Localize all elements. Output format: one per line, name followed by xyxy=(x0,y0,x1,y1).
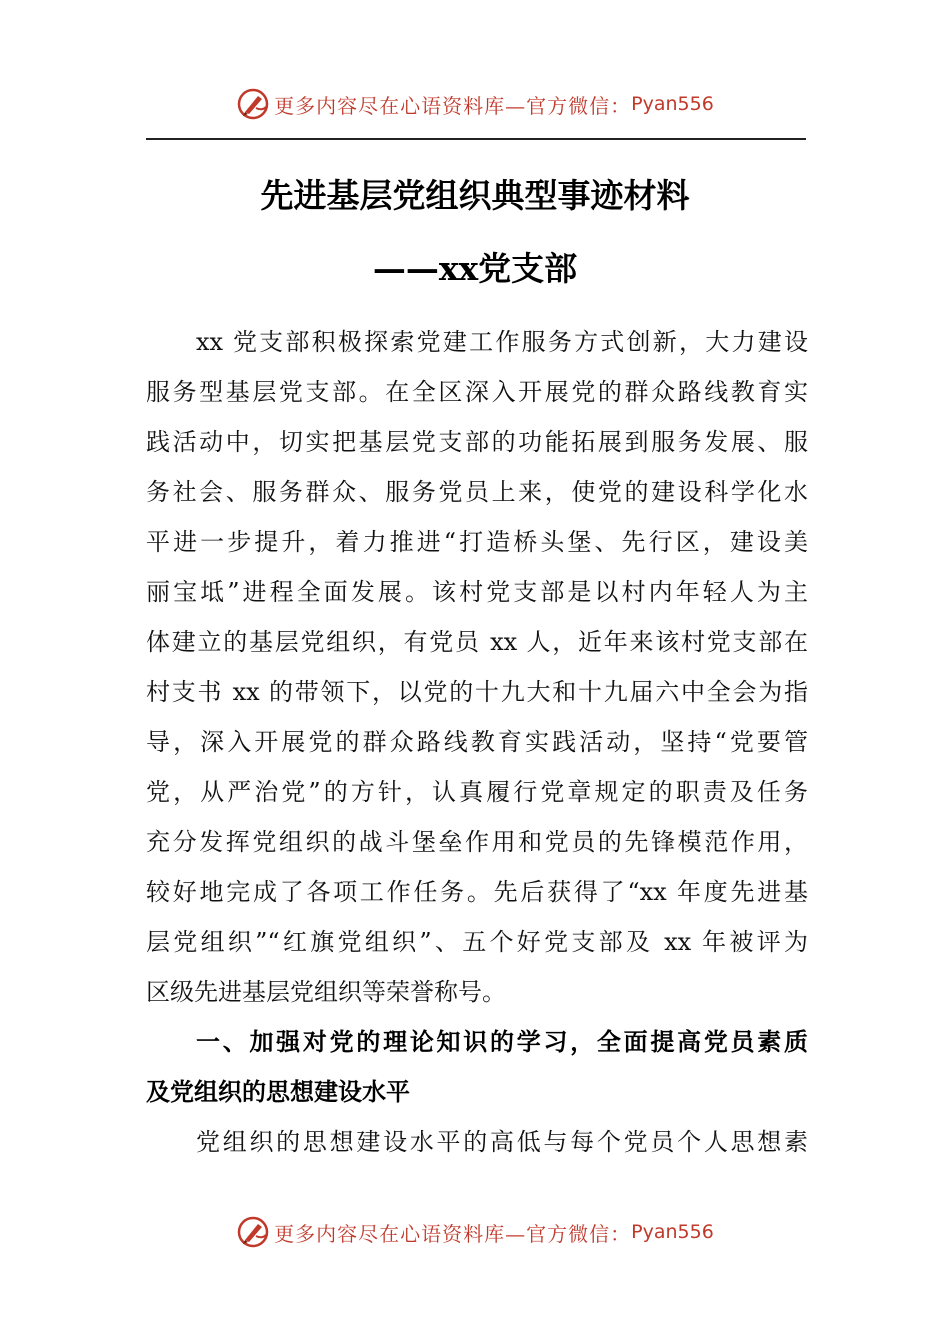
watermark-banner-top xyxy=(0,84,950,124)
body-line: 服务型基层党支部。在全区深入开展党的群众路线教育实 xyxy=(146,378,808,406)
body-line: 平进一步提升，着力推进“打造桥头堡、先行区，建设美 xyxy=(146,528,808,556)
pen-logo-icon xyxy=(236,1215,270,1249)
document-title: 先进基层党组织典型事迹材料 xyxy=(260,176,690,215)
watermark-handle: Pyan556 xyxy=(631,93,714,115)
watermark-handle: Pyan556 xyxy=(631,1221,714,1243)
section-heading: 及党组织的思想建设水平 xyxy=(146,1078,410,1106)
body-line: 践活动中，切实把基层党支部的功能拓展到服务发展、服 xyxy=(146,428,808,456)
body-line: 充分发挥党组织的战斗堡垒作用和党员的先锋模范作用， xyxy=(146,828,808,856)
document-body xyxy=(146,317,808,1167)
body-line: 务社会、服务群众、服务党员上来，使党的建设科学化水 xyxy=(146,478,808,506)
watermark-text: 更多内容尽在心语资料库—官方微信： xyxy=(274,1221,632,1246)
body-line: 较好地完成了各项工作任务。先后获得了“xx 年度先进基 xyxy=(146,878,808,906)
document-subtitle: ——xx党支部 xyxy=(372,249,578,288)
header-divider xyxy=(146,138,806,140)
body-line: 村支书 xx 的带领下，以党的十九大和十九届六中全会为指 xyxy=(146,678,808,706)
body-line: 区级先进基层党组织等荣誉称号。 xyxy=(146,978,506,1006)
section-heading: 一、加强对党的理论知识的学习，全面提高党员素质 xyxy=(196,1028,808,1056)
pen-logo-icon xyxy=(236,87,270,121)
body-line: 导，深入开展党的群众路线教育实践活动，坚持“党要管 xyxy=(146,728,808,756)
watermark-text: 更多内容尽在心语资料库—官方微信： xyxy=(274,93,632,118)
body-line: 党，从严治党”的方针，认真履行党章规定的职责及任务 xyxy=(146,778,808,806)
body-line: 丽宝坻”进程全面发展。该村党支部是以村内年轻人为主 xyxy=(146,578,808,606)
body-line: xx 党支部积极探索党建工作服务方式创新，大力建设 xyxy=(196,328,808,356)
body-line: 层党组织”“红旗党组织”、五个好党支部及 xx 年被评为 xyxy=(146,928,808,956)
body-line: 党组织的思想建设水平的高低与每个党员个人思想素 xyxy=(196,1128,808,1156)
body-line: 体建立的基层党组织，有党员 xx 人，近年来该村党支部在 xyxy=(146,628,808,656)
watermark-banner-bottom xyxy=(0,1212,950,1252)
